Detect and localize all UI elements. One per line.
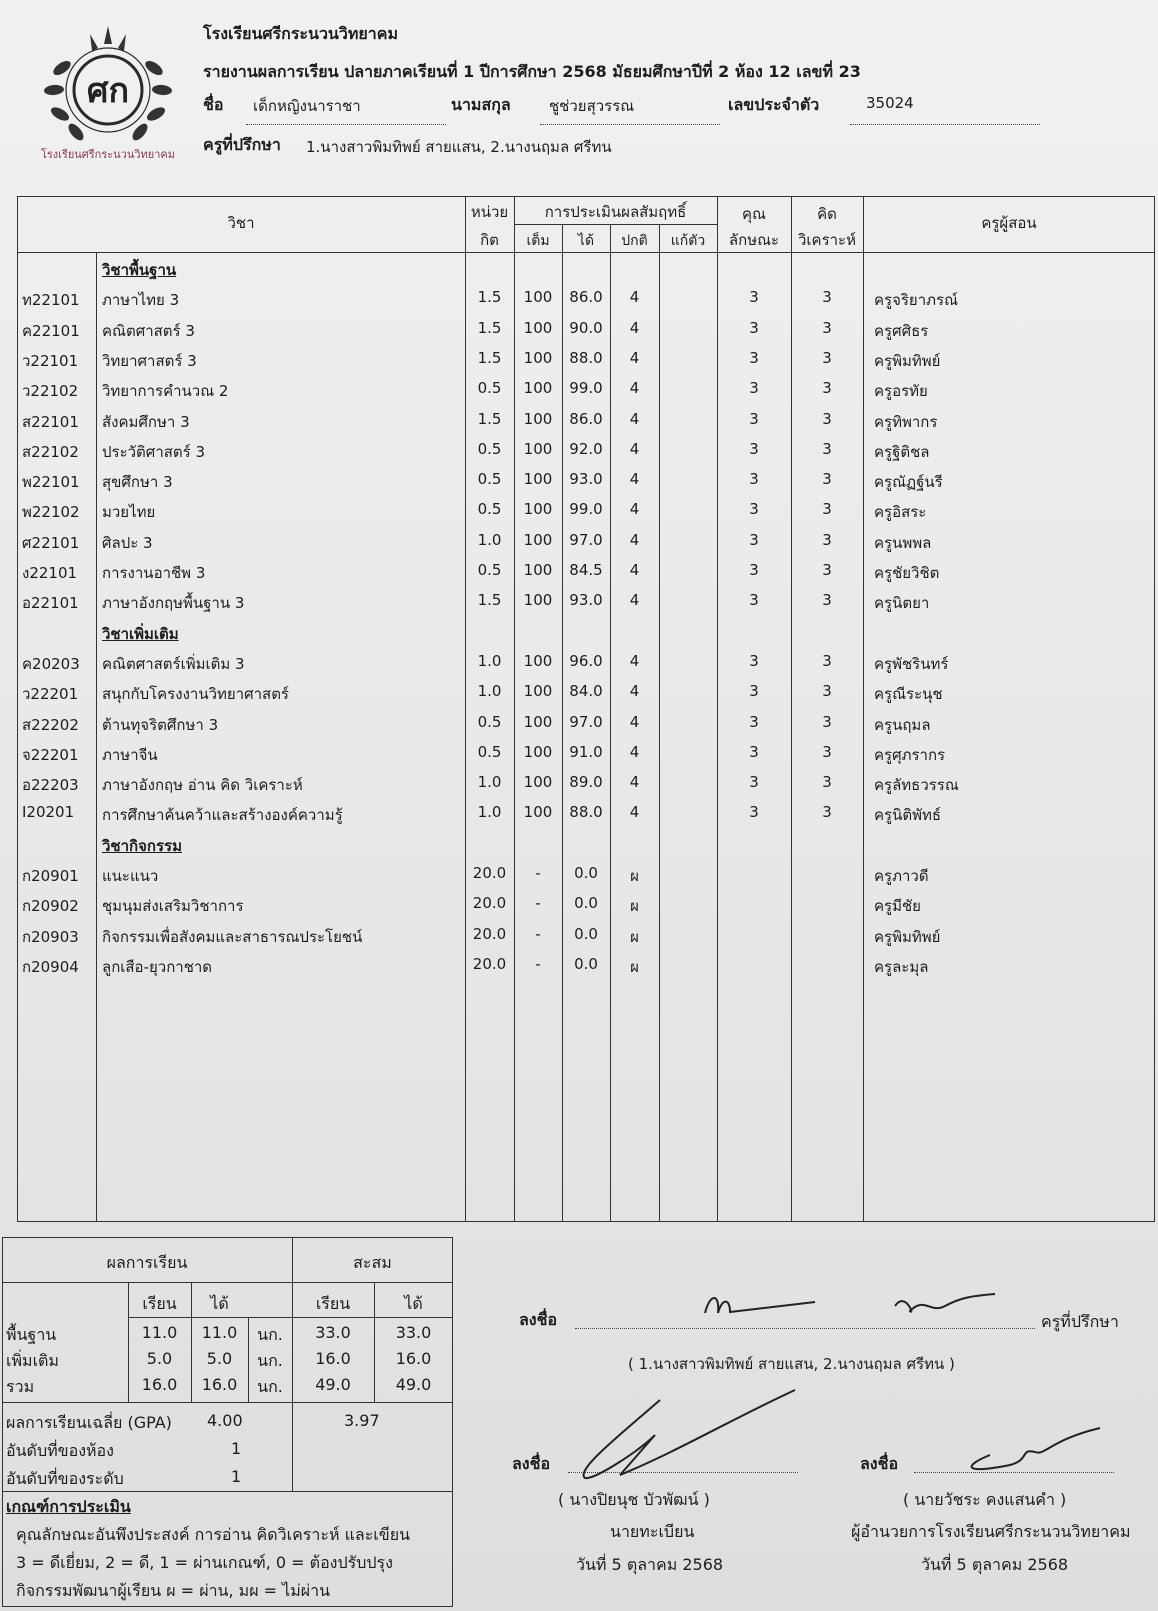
- cell-full: 100: [523, 712, 553, 731]
- cell-code: ค22101: [22, 321, 80, 340]
- summary-cum-study: 16.0: [315, 1349, 351, 1368]
- cell-teacher: ครูมีชัย: [874, 897, 921, 916]
- cell-subject: สุขศึกษา 3: [102, 473, 173, 492]
- section-title: วิชาพื้นฐาน: [102, 261, 177, 279]
- cell-full: 100: [523, 682, 553, 701]
- criteria-line-1: คุณลักษณะอันพึงประสงค์ การอ่าน คิดวิเคราะห์ และเขียน: [16, 1525, 411, 1544]
- cell-full: 100: [523, 773, 553, 792]
- cell-got: 0.0: [574, 924, 598, 943]
- cell-character: 3: [749, 500, 759, 519]
- cell-thinking: 3: [822, 651, 832, 670]
- cell-code: ก20901: [22, 867, 79, 885]
- cell-thinking: 3: [822, 500, 832, 519]
- header-char-2: ลักษณะ: [728, 231, 780, 249]
- header-think-1: คิด: [817, 205, 837, 223]
- cell-got: 97.0: [569, 712, 603, 731]
- summary-study: 16.0: [141, 1375, 178, 1394]
- director-date: วันที่ 5 ตุลาคม 2568: [921, 1555, 1069, 1574]
- cell-subject: ภาษาอังกฤษ อ่าน คิด วิเคราะห์: [102, 776, 303, 795]
- cell-teacher: ครูนฤมล: [874, 715, 931, 734]
- summary-study-label: เรียน: [142, 1294, 177, 1313]
- cell-code: ว22201: [22, 685, 79, 704]
- cell-code: ก20902: [22, 897, 79, 916]
- director-role: ผู้อำนวยการโรงเรียนศรีกระนวนวิทยาคม: [851, 1522, 1131, 1541]
- table-row: [17, 496, 1155, 526]
- cell-credit: 0.5: [477, 561, 502, 579]
- cell-code: ก20903: [22, 927, 79, 946]
- cell-teacher: ครูละมุล: [874, 957, 929, 976]
- cell-credit: 0.5: [477, 439, 502, 458]
- cell-code: ว22102: [22, 382, 79, 401]
- cell-teacher: ครูพิมทิพย์: [874, 351, 941, 370]
- registrar-role: นายทะเบียน: [610, 1522, 695, 1541]
- cell-full: 100: [523, 651, 553, 670]
- cell-code: ง22101: [22, 564, 78, 582]
- cell-full: 100: [523, 288, 553, 307]
- cell-full: 100: [523, 561, 553, 579]
- cell-got: 93.0: [569, 470, 603, 489]
- cell-grade: 4: [629, 379, 640, 398]
- header-think-2: วิเคราะห์: [797, 231, 856, 249]
- cell-full: 100: [523, 500, 553, 519]
- cell-grade: 4: [629, 561, 640, 579]
- cell-thinking: 3: [822, 470, 832, 489]
- cell-credit: 1.0: [477, 651, 502, 670]
- summary-cum-study-label: เรียน: [315, 1294, 351, 1313]
- cell-got: 89.0: [569, 773, 603, 792]
- cell-teacher: ครูจริยาภรณ์: [874, 291, 959, 310]
- cell-thinking: 3: [822, 773, 832, 792]
- table-row: [17, 739, 1155, 769]
- cell-thinking: 3: [822, 742, 832, 761]
- surname-label: นามสกุล: [451, 95, 511, 114]
- cell-full: 100: [523, 409, 553, 428]
- advisor-sign-label: ลงชื่อ: [519, 1310, 558, 1329]
- section-header: [17, 254, 1155, 284]
- cell-got: 0.0: [574, 894, 598, 913]
- cell-subject: มวยไทย: [102, 503, 156, 522]
- section-header: [17, 830, 1155, 860]
- cell-full: -: [535, 954, 541, 973]
- summary-study: 11.0: [141, 1323, 178, 1342]
- advisor-label: ครูที่ปรึกษา: [203, 135, 281, 154]
- advisor-role: ครูที่ปรึกษา: [1041, 1312, 1119, 1331]
- cell-grade: 4: [629, 409, 640, 428]
- cell-teacher: ครูลัทธวรรณ: [874, 776, 959, 795]
- table-row: [17, 284, 1155, 314]
- cell-full: -: [535, 894, 541, 913]
- gpa-value: 4.00: [207, 1411, 243, 1430]
- summary-got: 5.0: [206, 1349, 233, 1368]
- cell-teacher: ครูฐิติชล: [874, 442, 930, 461]
- cell-teacher: ครูนิติพัทธ์: [874, 806, 942, 825]
- cell-credit: 0.5: [477, 500, 502, 519]
- cell-thinking: 3: [822, 348, 832, 367]
- surname-value: ชูช่วยสุวรรณ: [549, 97, 635, 115]
- cell-subject: คณิตศาสตร์เพิ่มเติม 3: [102, 654, 245, 673]
- cell-credit: 1.5: [477, 409, 502, 428]
- cell-full: -: [535, 864, 541, 882]
- cell-code: จ22201: [22, 745, 79, 764]
- cell-subject: สนุกกับโครงงานวิทยาศาสตร์: [102, 685, 289, 704]
- cell-character: 3: [749, 651, 759, 670]
- summary-cum-got: 33.0: [395, 1323, 432, 1342]
- cell-character: 3: [749, 682, 759, 701]
- cell-thinking: 3: [822, 803, 832, 822]
- cell-full: 100: [523, 318, 553, 337]
- cell-credit: 1.5: [477, 591, 502, 610]
- cell-subject: วิทยาศาสตร์ 3: [102, 351, 197, 370]
- table-row: [17, 406, 1155, 436]
- report-title: รายงานผลการเรียน ปลายภาคเรียนที่ 1 ปีการศึกษา 2568 มัธยมศึกษาปีที่ 2 ห้อง 12 เลขที่ 23: [203, 62, 861, 81]
- cell-teacher: ครูณีระนุช: [874, 685, 943, 704]
- student-id-value: 35024: [866, 94, 914, 112]
- registrar-signature: [560, 1380, 800, 1490]
- summary-cumulative-label: สะสม: [353, 1253, 392, 1272]
- summary-results-label: ผลการเรียน: [106, 1253, 188, 1272]
- advisor-value: 1.นางสาวพิมทิพย์ สายแสน, 2.นางนฤมล ศรีทน: [306, 138, 612, 156]
- summary-unit: นก.: [257, 1351, 283, 1370]
- cell-thinking: 3: [822, 530, 832, 549]
- cell-code: ส22202: [22, 715, 79, 734]
- cell-credit: 1.5: [477, 348, 502, 367]
- cell-teacher: ครูศศิธร: [874, 321, 929, 340]
- cell-character: 3: [749, 379, 759, 398]
- cell-character: 3: [749, 439, 759, 458]
- cell-code: ค20203: [22, 654, 80, 673]
- summary-got-label: ได้: [210, 1294, 229, 1313]
- logo-mark: ศก: [86, 71, 130, 111]
- cell-full: 100: [523, 470, 553, 489]
- cell-credit: 20.0: [472, 954, 507, 973]
- cell-thinking: 3: [822, 439, 832, 458]
- summary-unit: นก.: [257, 1325, 283, 1344]
- cell-got: 96.0: [569, 651, 603, 670]
- summary-cum-got: 16.0: [395, 1349, 432, 1368]
- gpa-cumulative: 3.97: [344, 1411, 380, 1430]
- table-row: [17, 345, 1155, 375]
- cell-full: 100: [523, 439, 553, 458]
- id-dotline: [850, 124, 1040, 125]
- cell-code: พ22102: [22, 503, 80, 522]
- cell-grade: 4: [629, 470, 640, 489]
- cell-code: ก20904: [22, 957, 79, 976]
- table-row: [17, 951, 1155, 981]
- director-signature: [950, 1420, 1110, 1480]
- rank-level-label: อันดับที่ของระดับ: [6, 1469, 124, 1488]
- registrar-name: ( นางปิยนุช บัวพัฒน์ ): [558, 1490, 710, 1509]
- cell-teacher: ครูทิพากร: [874, 412, 938, 431]
- table-row: [17, 799, 1155, 829]
- cell-thinking: 3: [822, 318, 832, 337]
- cell-code: อ22203: [22, 776, 79, 795]
- cell-thinking: 3: [822, 561, 832, 579]
- gpa-label: ผลการเรียนเฉลี่ย (GPA): [6, 1413, 172, 1432]
- cell-credit: 0.5: [477, 379, 502, 398]
- header-teacher: ครูผู้สอน: [981, 214, 1037, 232]
- cell-got: 0.0: [574, 864, 598, 882]
- table-row: [17, 466, 1155, 496]
- summary-unit: นก.: [257, 1377, 283, 1396]
- cell-subject: แนะแนว: [102, 867, 159, 885]
- summary-cum-study: 33.0: [315, 1323, 351, 1342]
- cell-character: 3: [749, 773, 759, 792]
- table-row: [17, 557, 1155, 587]
- cell-subject: วิทยาการคำนวณ 2: [102, 382, 229, 401]
- cell-credit: 1.5: [477, 318, 502, 337]
- cell-grade: 4: [629, 288, 640, 307]
- cell-character: 3: [749, 530, 759, 549]
- advisor-names: ( 1.นางสาวพิมทิพย์ สายแสน, 2.นางนฤมล ศรีทน ): [628, 1355, 955, 1373]
- cell-credit: 20.0: [472, 864, 507, 882]
- header-credit-2: กิต: [480, 231, 499, 249]
- cell-character: 3: [749, 591, 759, 610]
- cell-credit: 1.0: [477, 682, 502, 701]
- cell-credit: 0.5: [477, 742, 502, 761]
- cell-grade: 4: [629, 773, 640, 792]
- cell-credit: 1.0: [477, 530, 502, 549]
- cell-teacher: ครูศุภรากร: [874, 745, 946, 764]
- cell-grade: 4: [629, 439, 640, 458]
- cell-subject: ชุมนุมส่งเสริมวิชาการ: [102, 897, 244, 916]
- cell-subject: กิจกรรมเพื่อสังคมและสาธารณประโยชน์: [102, 927, 363, 946]
- cell-full: 100: [523, 348, 553, 367]
- school-name: โรงเรียนศรีกระนวนวิทยาคม: [203, 24, 398, 43]
- summary-table: [2, 1237, 453, 1607]
- surname-dotline: [540, 124, 720, 125]
- registrar-sign-label: ลงชื่อ: [512, 1454, 551, 1473]
- rank-level-value: 1: [231, 1467, 242, 1486]
- table-row: [17, 921, 1155, 951]
- cell-character: 3: [749, 288, 759, 307]
- cell-credit: 1.5: [477, 288, 502, 307]
- cell-subject: ภาษาอังกฤษพื้นฐาน 3: [102, 594, 245, 613]
- cell-got: 99.0: [569, 379, 603, 398]
- summary-row-label: เพิ่มเติม: [6, 1351, 59, 1370]
- table-row: [17, 527, 1155, 557]
- cell-full: 100: [523, 803, 553, 822]
- header-assessment: การประเมินผลสัมฤทธิ์: [544, 203, 687, 221]
- cell-subject: ประวัติศาสตร์ 3: [102, 442, 206, 461]
- cell-credit: 20.0: [472, 894, 507, 913]
- cell-got: 84.0: [569, 682, 603, 701]
- cell-grade: ผ: [630, 957, 639, 976]
- cell-subject: การงานอาชีพ 3: [102, 564, 206, 582]
- cell-thinking: 3: [822, 712, 832, 731]
- cell-teacher: ครูภาวดี: [874, 867, 929, 885]
- criteria-line-3: กิจกรรมพัฒนาผู้เรียน ผ = ผ่าน, มผ = ไม่ผ่าน: [16, 1581, 331, 1600]
- summary-cum-study: 49.0: [315, 1375, 351, 1394]
- cell-character: 3: [749, 742, 759, 761]
- cell-credit: 20.0: [472, 924, 507, 943]
- name-value: เด็กหญิงนาราชา: [253, 97, 361, 115]
- table-row: [17, 678, 1155, 708]
- cell-code: อ22101: [22, 594, 79, 613]
- name-dotline: [246, 124, 446, 125]
- table-row: [17, 436, 1155, 466]
- cell-thinking: 3: [822, 682, 832, 701]
- cell-character: 3: [749, 712, 759, 731]
- director-sign-label: ลงชื่อ: [860, 1454, 899, 1473]
- advisor-sign-line: [575, 1328, 1035, 1329]
- cell-teacher: ครูพิมทิพย์: [874, 927, 941, 946]
- registrar-date: วันที่ 5 ตุลาคม 2568: [576, 1555, 724, 1574]
- table-row: [17, 860, 1155, 890]
- cell-subject: ลูกเสือ-ยุวกาชาด: [102, 957, 213, 976]
- rank-room-value: 1: [231, 1439, 242, 1458]
- criteria-line-2: 3 = ดีเยี่ยม, 2 = ดี, 1 = ผ่านเกณฑ์, 0 = ต้องปรับปรุง: [16, 1553, 393, 1572]
- criteria-title: เกณฑ์การประเมิน: [6, 1497, 131, 1516]
- cell-teacher: ครูพัชรินทร์: [874, 654, 949, 673]
- table-row: [17, 890, 1155, 920]
- cell-subject: คณิตศาสตร์ 3: [102, 321, 195, 340]
- cell-teacher: ครูนิตยา: [874, 594, 930, 613]
- cell-code: ว22101: [22, 351, 79, 370]
- cell-credit: 1.0: [477, 773, 502, 792]
- cell-grade: ผ: [630, 927, 639, 946]
- cell-code: ท22101: [22, 291, 80, 310]
- cell-thinking: 3: [822, 379, 832, 398]
- cell-thinking: 3: [822, 288, 832, 307]
- cell-got: 0.0: [574, 954, 598, 973]
- summary-cum-got-label: ได้: [404, 1294, 423, 1313]
- cell-credit: 1.0: [477, 803, 502, 822]
- summary-study: 5.0: [146, 1349, 173, 1368]
- cell-grade: ผ: [630, 867, 639, 885]
- cell-full: 100: [523, 530, 553, 549]
- cell-subject: ต้านทุจริตศึกษา 3: [102, 715, 219, 734]
- section-header: [17, 618, 1155, 648]
- header-got: ได้: [577, 233, 595, 249]
- cell-subject: ภาษาไทย 3: [102, 291, 180, 310]
- cell-got: 86.0: [569, 409, 603, 428]
- cell-grade: 4: [629, 348, 640, 367]
- cell-grade: 4: [629, 318, 640, 337]
- cell-subject: การศึกษาค้นคว้าและสร้างองค์ความรู้: [102, 806, 343, 825]
- table-row: [17, 769, 1155, 799]
- summary-row-label: พื้นฐาน: [6, 1325, 57, 1344]
- school-logo: [28, 18, 188, 168]
- cell-grade: 4: [629, 500, 640, 519]
- cell-grade: 4: [629, 712, 640, 731]
- cell-full: 100: [523, 379, 553, 398]
- cell-got: 92.0: [569, 439, 603, 458]
- advisor-signature-1: [700, 1288, 820, 1328]
- cell-got: 88.0: [569, 348, 603, 367]
- summary-got: 16.0: [201, 1375, 238, 1394]
- cell-code: I20201: [22, 803, 75, 822]
- cell-teacher: ครูอิสระ: [874, 503, 927, 522]
- header-normal: ปกติ: [621, 233, 648, 249]
- cell-teacher: ครูอรทัย: [874, 382, 928, 401]
- cell-subject: สังคมศึกษา 3: [102, 412, 190, 431]
- section-title: วิชาเพิ่มเติม: [102, 624, 179, 643]
- cell-credit: 0.5: [477, 712, 502, 731]
- cell-character: 3: [749, 803, 759, 822]
- cell-character: 3: [749, 470, 759, 489]
- name-label: ชื่อ: [203, 95, 224, 114]
- cell-code: ศ22101: [22, 533, 80, 552]
- cell-got: 90.0: [569, 318, 603, 337]
- cell-character: 3: [749, 409, 759, 428]
- advisor-signature-2: [890, 1286, 1000, 1326]
- cell-teacher: ครูณัฏฐ์นรี: [874, 473, 943, 492]
- cell-code: ส22101: [22, 412, 79, 431]
- cell-grade: 4: [629, 682, 640, 701]
- cell-grade: 4: [629, 591, 640, 610]
- cell-got: 99.0: [569, 500, 603, 519]
- logo-caption: โรงเรียนศรีกระนวนวิทยาคม: [40, 148, 176, 161]
- table-row: [17, 587, 1155, 617]
- cell-full: 100: [523, 591, 553, 610]
- cell-teacher: ครูชัยวิชิต: [874, 564, 940, 582]
- student-id-label: เลขประจำตัว: [728, 95, 820, 114]
- cell-thinking: 3: [822, 409, 832, 428]
- section-title: วิชากิจกรรม: [102, 836, 182, 855]
- director-name: ( นายวัชระ คงแสนคำ ): [903, 1490, 1067, 1509]
- cell-grade: 4: [629, 651, 640, 670]
- cell-character: 3: [749, 348, 759, 367]
- cell-grade: 4: [629, 742, 640, 761]
- table-row: [17, 375, 1155, 405]
- cell-teacher: ครูนพพล: [874, 533, 932, 552]
- header-subject: วิชา: [227, 214, 255, 232]
- cell-subject: ภาษาจีน: [102, 745, 158, 764]
- grades-table: [17, 196, 1155, 1222]
- cell-character: 3: [749, 318, 759, 337]
- table-row: [17, 315, 1155, 345]
- cell-grade: ผ: [630, 897, 639, 916]
- cell-got: 88.0: [569, 803, 603, 822]
- header-remedy: แก้ตัว: [670, 233, 706, 249]
- cell-got: 86.0: [569, 288, 603, 307]
- cell-got: 97.0: [569, 530, 603, 549]
- cell-code: พ22101: [22, 473, 80, 492]
- table-row: [17, 648, 1155, 678]
- cell-thinking: 3: [822, 591, 832, 610]
- cell-full: 100: [523, 742, 553, 761]
- cell-got: 84.5: [569, 561, 603, 579]
- cell-character: 3: [749, 561, 759, 579]
- table-row: [17, 709, 1155, 739]
- summary-cum-got: 49.0: [395, 1375, 432, 1394]
- rank-room-label: อันดับที่ของห้อง: [6, 1441, 114, 1460]
- header-char-1: คุณ: [742, 205, 766, 223]
- summary-row-label: รวม: [6, 1377, 35, 1396]
- cell-full: -: [535, 924, 541, 943]
- cell-got: 91.0: [569, 742, 603, 761]
- cell-code: ส22102: [22, 442, 79, 461]
- cell-subject: ศิลปะ 3: [102, 533, 153, 552]
- cell-grade: 4: [629, 803, 640, 822]
- cell-credit: 0.5: [477, 470, 502, 489]
- summary-got: 11.0: [201, 1323, 238, 1342]
- cell-grade: 4: [629, 530, 640, 549]
- header-credit-1: หน่วย: [470, 203, 509, 221]
- header-full: เต็ม: [526, 233, 550, 249]
- cell-got: 93.0: [569, 591, 603, 610]
